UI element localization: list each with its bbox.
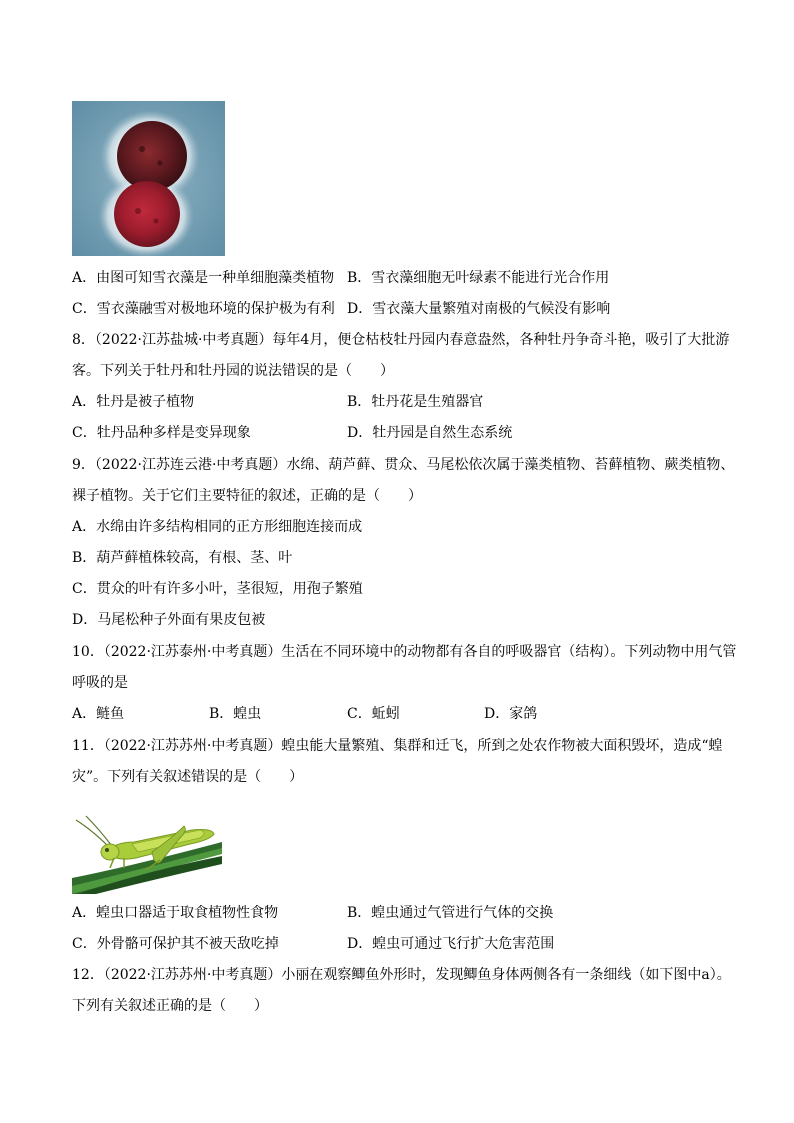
grasshopper-illustration: [72, 808, 222, 894]
q8-option-b: B．牡丹花是生殖器官: [347, 394, 484, 410]
q8-option-d: D．牡丹园是自然生态系统: [347, 425, 513, 441]
q10-option-b: B．蝗虫: [209, 706, 262, 722]
q9-stem-line2: 裸子植物。关于它们主要特征的叙述，正确的是（ ）: [72, 488, 422, 504]
q10-option-d: D．家鸽: [484, 706, 538, 722]
q11-option-d: D．蝗虫可通过飞行扩大危害范围: [347, 936, 555, 952]
q9-option-c: C．贯众的叶有许多小叶，茎很短，用孢子繁殖: [72, 581, 363, 597]
q10-stem-line2: 呼吸的是: [72, 675, 128, 691]
q10-stem-line1: 10．（2022·江苏泰州·中考真题）生活在不同环境中的动物都有各自的呼吸器官（结构）。下列动物中用气管: [72, 644, 737, 660]
q7-option-d: D．雪衣藻大量繁殖对南极的气候没有影响: [347, 301, 611, 317]
q9-option-a: A．水绵由许多结构相同的正方形细胞连接而成: [72, 519, 363, 535]
q12-stem-line2: 下列有关叙述正确的是（ ）: [72, 998, 268, 1014]
q11-stem-line1: 11．（2022·江苏苏州·中考真题）蝗虫能大量繁殖、集群和迁飞，所到之处农作物被大面积毁坏，造成“蝗: [72, 738, 723, 754]
q9-stem-line1: 9．（2022·江苏连云港·中考真题）水绵、葫芦藓、贯众、马尾松依次属于藻类植物、苔藓植物、蕨类植物、: [72, 457, 735, 473]
q10-option-a: A．鲢鱼: [72, 706, 125, 722]
q7-option-c: C．雪衣藻融雪对极地环境的保护极为有利: [72, 301, 335, 317]
q8-stem-line2: 客。下列关于牡丹和牡丹园的说法错误的是（ ）: [72, 363, 394, 379]
q8-option-a: A．牡丹是被子植物: [72, 394, 195, 410]
q7-option-a: A．由图可知雪衣藻是一种单细胞藻类植物: [72, 270, 335, 286]
q12-stem-line1: 12．（2022·江苏苏州·中考真题）小丽在观察鲫鱼外形时，发现鲫鱼身体两侧各有一条细线（如下图中a）。: [72, 967, 731, 983]
q10-option-c: C．蚯蚓: [347, 706, 400, 722]
q11-option-c: C．外骨骼可保护其不被天敌吃掉: [72, 936, 279, 952]
q11-option-b: B．蝗虫通过气管进行气体的交换: [347, 905, 554, 921]
q8-stem-line1: 8．（2022·江苏盐城·中考真题）每年4月，便仓枯枝牡丹园内春意盎然，各种牡丹争奇斗艳，吸引了大批游: [72, 332, 730, 348]
q8-option-c: C．牡丹品种多样是变异现象: [72, 425, 251, 441]
q9-option-b: B．葫芦藓植株较高，有根、茎、叶: [72, 550, 293, 566]
snow-algae-micrograph: [72, 101, 225, 256]
q11-option-a: A．蝗虫口器适于取食植物性食物: [72, 905, 279, 921]
q7-option-b: B．雪衣藻细胞无叶绿素不能进行光合作用: [347, 270, 610, 286]
q9-option-d: D．马尾松种子外面有果皮包被: [72, 612, 266, 628]
q11-stem-line2: 灾”。下列有关叙述错误的是（ ）: [72, 769, 304, 785]
